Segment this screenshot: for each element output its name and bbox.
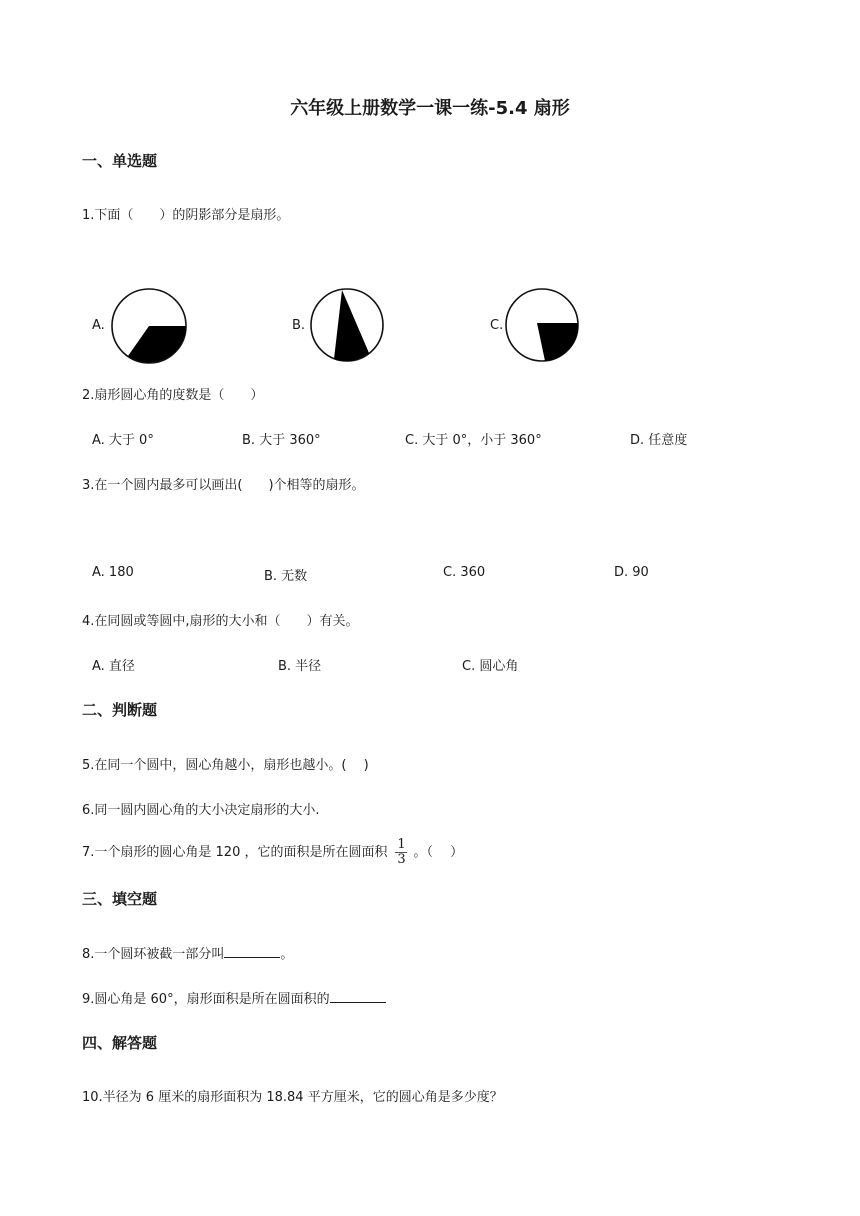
question-7: [82, 838, 463, 867]
answer-blank[interactable]: [224, 945, 280, 958]
section-heading-single-choice: 一、单选题: [82, 152, 158, 170]
q8-text-before: 8.一个圆环被截一部分叫: [82, 947, 225, 962]
q3-option-d: D. 90: [614, 565, 649, 580]
q2-option-d: D. 任意度: [630, 433, 688, 448]
fraction-one-third: [395, 838, 407, 867]
question-3: 3.在一个圆内最多可以画出( )个相等的扇形。: [82, 478, 365, 493]
q1-option-c-figure: [504, 288, 582, 366]
q8-text-after: 。: [280, 947, 294, 962]
q1-option-b-figure: [308, 286, 390, 368]
question-5: 5.在同一个圆中，圆心角越小，扇形也越小。( ): [82, 758, 369, 773]
question-8: [82, 943, 293, 962]
page-title: 六年级上册数学一课一练-5.4 扇形: [290, 98, 570, 119]
q1-option-a-label: A.: [92, 318, 105, 333]
section-heading-true-false: 二、判断题: [82, 701, 158, 719]
answer-blank[interactable]: [330, 990, 386, 1003]
question-6: 6.同一圆内圆心角的大小决定扇形的大小.: [82, 803, 320, 818]
q3-option-a: A. 180: [92, 565, 134, 580]
question-2: 2.扇形圆心角的度数是（ ）: [82, 388, 264, 403]
q1-option-a-figure: [108, 286, 190, 368]
q4-option-b: B. 半径: [278, 659, 322, 674]
section-heading-fill-blank: 三、填空题: [82, 890, 158, 908]
q4-option-c: C. 圆心角: [462, 659, 519, 674]
q2-option-c: C. 大于 0°，小于 360°: [405, 433, 542, 448]
q2-option-a: A. 大于 0°: [92, 433, 154, 448]
q3-option-c: C. 360: [443, 565, 486, 580]
q9-text-before: 9.圆心角是 60°，扇形面积是所在圆面积的: [82, 992, 330, 1007]
q3-option-b: B. 无数: [264, 569, 308, 584]
section-heading-answer: 四、解答题: [82, 1034, 158, 1052]
question-1: 1.下面（ ）的阴影部分是扇形。: [82, 208, 290, 223]
fraction-numerator: 1: [397, 837, 406, 852]
q7-text-before: 7.一个扇形的圆心角是 120 ，它的面积是所在圆面积: [82, 845, 388, 860]
question-4: 4.在同圆或等圆中,扇形的大小和（ ）有关。: [82, 614, 359, 629]
q4-option-a: A. 直径: [92, 659, 135, 674]
q7-text-after: 。（ ）: [413, 845, 464, 860]
question-9: [82, 988, 386, 1007]
question-10: 10.半径为 6 厘米的扇形面积为 18.84 平方厘米，它的圆心角是多少度？: [82, 1090, 503, 1105]
q1-option-c-label: C.: [490, 318, 504, 333]
q2-option-b: B. 大于 360°: [242, 433, 321, 448]
fraction-denominator: 3: [397, 852, 406, 867]
q1-option-b-label: B.: [292, 318, 306, 333]
